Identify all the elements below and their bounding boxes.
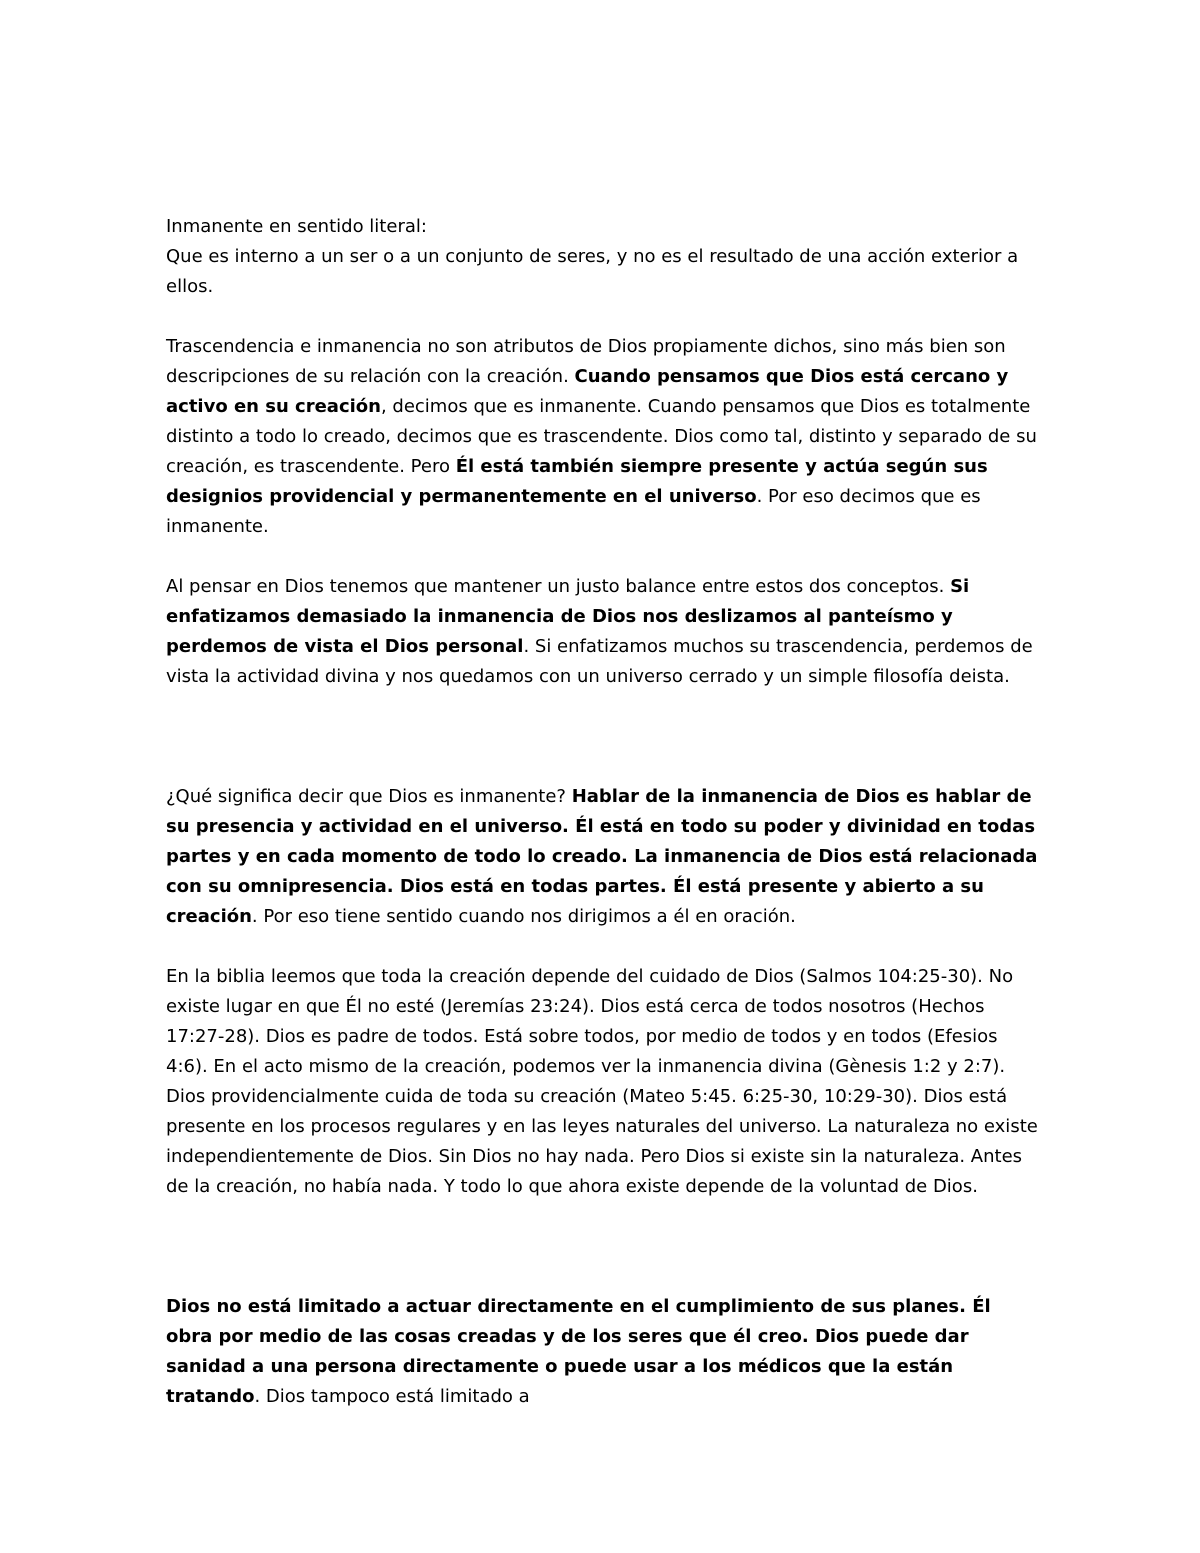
bold-run: Si enfatizamos demasiado la inmanencia de Dios nos deslizamos al panteísmo y perdemos de vista el Dios personal xyxy=(166,576,970,657)
paragraph-spacer xyxy=(166,692,1042,782)
text-run: ¿Qué significa decir que Dios es inmanente? xyxy=(166,786,572,807)
text-run: , decimos que es inmanente. Cuando pensamos que Dios es totalmente distinto a todo lo creado, decimos que es trascendente. Dios como tal, distinto y separado de su creación, es trascendente. Pero xyxy=(166,396,1037,477)
text-run: . Por eso tiene sentido cuando nos dirigimos a él en oración. xyxy=(251,906,796,927)
paragraph-meaning xyxy=(166,782,1042,932)
text-run: Trascendencia e inmanencia no son atributos de Dios propiamente dichos, sino más bien son descripciones de su relación con la creación. xyxy=(166,336,1006,387)
bold-run: Cuando pensamos que Dios está cercano y activo en su creación xyxy=(166,366,1009,417)
definition-paragraph: Que es interno a un ser o a un conjunto de seres, y no es el resultado de una acción exterior a ellos. xyxy=(166,246,1019,297)
text-run: . Si enfatizamos muchos su trascendencia, perdemos de vista la actividad divina y nos quedamos con un universo cerrado y un simple filosofía deista. xyxy=(166,636,1033,687)
paragraph-spacer xyxy=(166,1202,1042,1292)
paragraph-limits xyxy=(166,1292,1042,1412)
paragraph-spacer xyxy=(166,302,1042,332)
text-run: Al pensar en Dios tenemos que mantener un justo balance entre estos dos conceptos. xyxy=(166,576,951,597)
text-run: . Dios tampoco está limitado a xyxy=(254,1386,530,1407)
bold-run: Hablar de la inmanencia de Dios es hablar de su presencia y actividad en el universo. Él está en todo su poder y divinidad en todas partes y en cada momento de todo lo creado. La inmanencia de Dios está relacionada con su omnipresencia. Dios está en todas partes. Él está presente y abierto a su creación xyxy=(166,786,1038,927)
paragraph-transcendence xyxy=(166,332,1042,542)
paragraph-balance xyxy=(166,572,1042,692)
bold-run: Él está también siempre presente y actúa según sus designios providencial y permanentemente en el universo xyxy=(166,456,988,507)
heading-label: Inmanente en sentido literal: xyxy=(166,216,427,237)
paragraph-bible: En la biblia leemos que toda la creación depende del cuidado de Dios (Salmos 104:25-30). No existe lugar en que Él no esté (Jeremías 23:24). Dios está cerca de todos nosotros (Hechos 17:27-28). Dios es padre de todos. Está sobre todos, por medio de todos y en todos (Efesios 4:6). En el acto mismo de la creación, podemos ver la inmanencia divina (Gènesis 1:2 y 2:7). Dios providencialmente cuida de toda su creación (Mateo 5:45. 6:25-30, 10:29-30). Dios está presente en los procesos regulares y en las leyes naturales del universo. La naturaleza no existe independientemente de Dios. Sin Dios no hay nada. Pero Dios si existe sin la naturaleza. Antes de la creación, no había nada. Y todo lo que ahora existe depende de la voluntad de Dios. xyxy=(166,966,1038,1197)
paragraph-spacer xyxy=(166,932,1042,962)
document-body xyxy=(166,212,1042,1412)
bold-run: Dios no está limitado a actuar directamente en el cumplimiento de sus planes. Él obra por medio de las cosas creadas y de los seres que él creo. Dios puede dar sanidad a una persona directamente o puede usar a los médicos que la están tratando xyxy=(166,1296,991,1407)
text-run: . Por eso decimos que es inmanente. xyxy=(166,486,981,537)
paragraph-spacer xyxy=(166,542,1042,572)
